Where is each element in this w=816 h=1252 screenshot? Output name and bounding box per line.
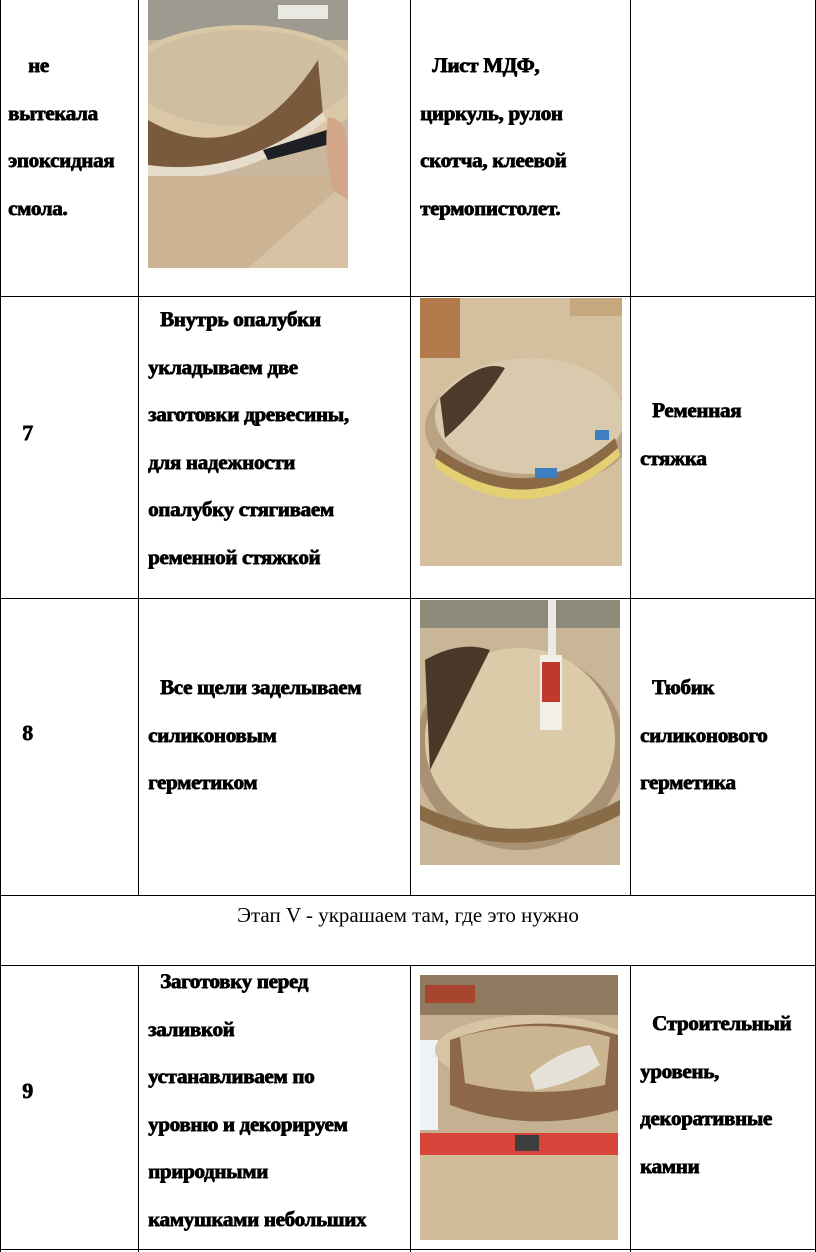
text-line: циркуль, рулон — [420, 100, 563, 125]
text-line: герметика — [640, 770, 736, 794]
text-line: силиконового — [640, 722, 768, 747]
text-line: декоративные — [640, 1106, 772, 1130]
step-description — [8, 42, 114, 232]
table-border — [0, 1249, 816, 1250]
text-line: Ременная — [652, 398, 742, 422]
text-line: камни — [640, 1153, 700, 1178]
text-line: термопистолет. — [420, 195, 561, 220]
text-line: уровню и декорируем — [148, 1111, 348, 1136]
text-line: стяжка — [640, 445, 707, 470]
text-line: Строительный — [652, 1011, 792, 1035]
text-line: Заготовку перед — [160, 969, 308, 993]
step-materials — [640, 387, 741, 482]
text-line: смола. — [8, 195, 68, 220]
table-border — [138, 965, 139, 1252]
text-line: Тюбик — [652, 675, 715, 699]
table-border — [630, 0, 631, 896]
text-line: природными — [148, 1159, 268, 1183]
step-photo — [148, 0, 348, 268]
text-line: укладываем две — [148, 354, 298, 379]
text-line: не — [28, 53, 49, 77]
table-border — [138, 0, 139, 896]
table-border — [410, 965, 411, 1252]
table-border — [0, 965, 816, 966]
text-line: скотча, клеевой — [420, 148, 567, 172]
stones-level-photo — [420, 975, 618, 1240]
step-number: 7 — [22, 420, 33, 445]
text-line: опалубку стягиваем — [148, 497, 334, 521]
formwork-strap-photo — [420, 298, 622, 566]
text-line: уровень, — [640, 1058, 719, 1083]
step-description — [148, 958, 366, 1243]
text-line: силиконовым — [148, 722, 277, 747]
step-materials — [420, 42, 566, 232]
text-line: для надежности — [148, 449, 295, 474]
text-line: камушками небольших — [148, 1206, 367, 1231]
table-border — [0, 296, 816, 297]
text-line: заготовки древесины, — [148, 402, 349, 426]
step-photo — [420, 298, 622, 566]
text-line: Внутрь опалубки — [160, 307, 321, 331]
text-line: ременной стяжкой — [148, 544, 321, 569]
text-line: вытекала — [8, 100, 98, 125]
text-line: Лист МДФ, — [432, 53, 540, 77]
step-materials — [640, 1000, 791, 1190]
step-materials — [640, 664, 767, 807]
step-number: 8 — [22, 720, 33, 745]
stage-title: Этап V - украшаем там, где это нужно — [237, 903, 579, 927]
table-border — [0, 0, 1, 1252]
step-number: 9 — [22, 1078, 33, 1103]
text-line: Все щели заделываем — [160, 675, 362, 699]
step-description — [148, 296, 349, 581]
text-line: эпоксидная — [8, 148, 115, 172]
table-border — [0, 598, 816, 599]
text-line: устанавливаем по — [148, 1064, 315, 1088]
text-line: герметиком — [148, 770, 258, 794]
step-photo — [420, 975, 618, 1240]
table-border — [0, 895, 816, 896]
sealant-photo — [420, 600, 620, 865]
formwork-glue-photo — [148, 0, 348, 268]
table-border — [630, 965, 631, 1252]
text-line: заливкой — [148, 1016, 235, 1041]
step-photo — [420, 600, 620, 865]
step-description — [148, 664, 361, 807]
table-border — [410, 0, 411, 896]
